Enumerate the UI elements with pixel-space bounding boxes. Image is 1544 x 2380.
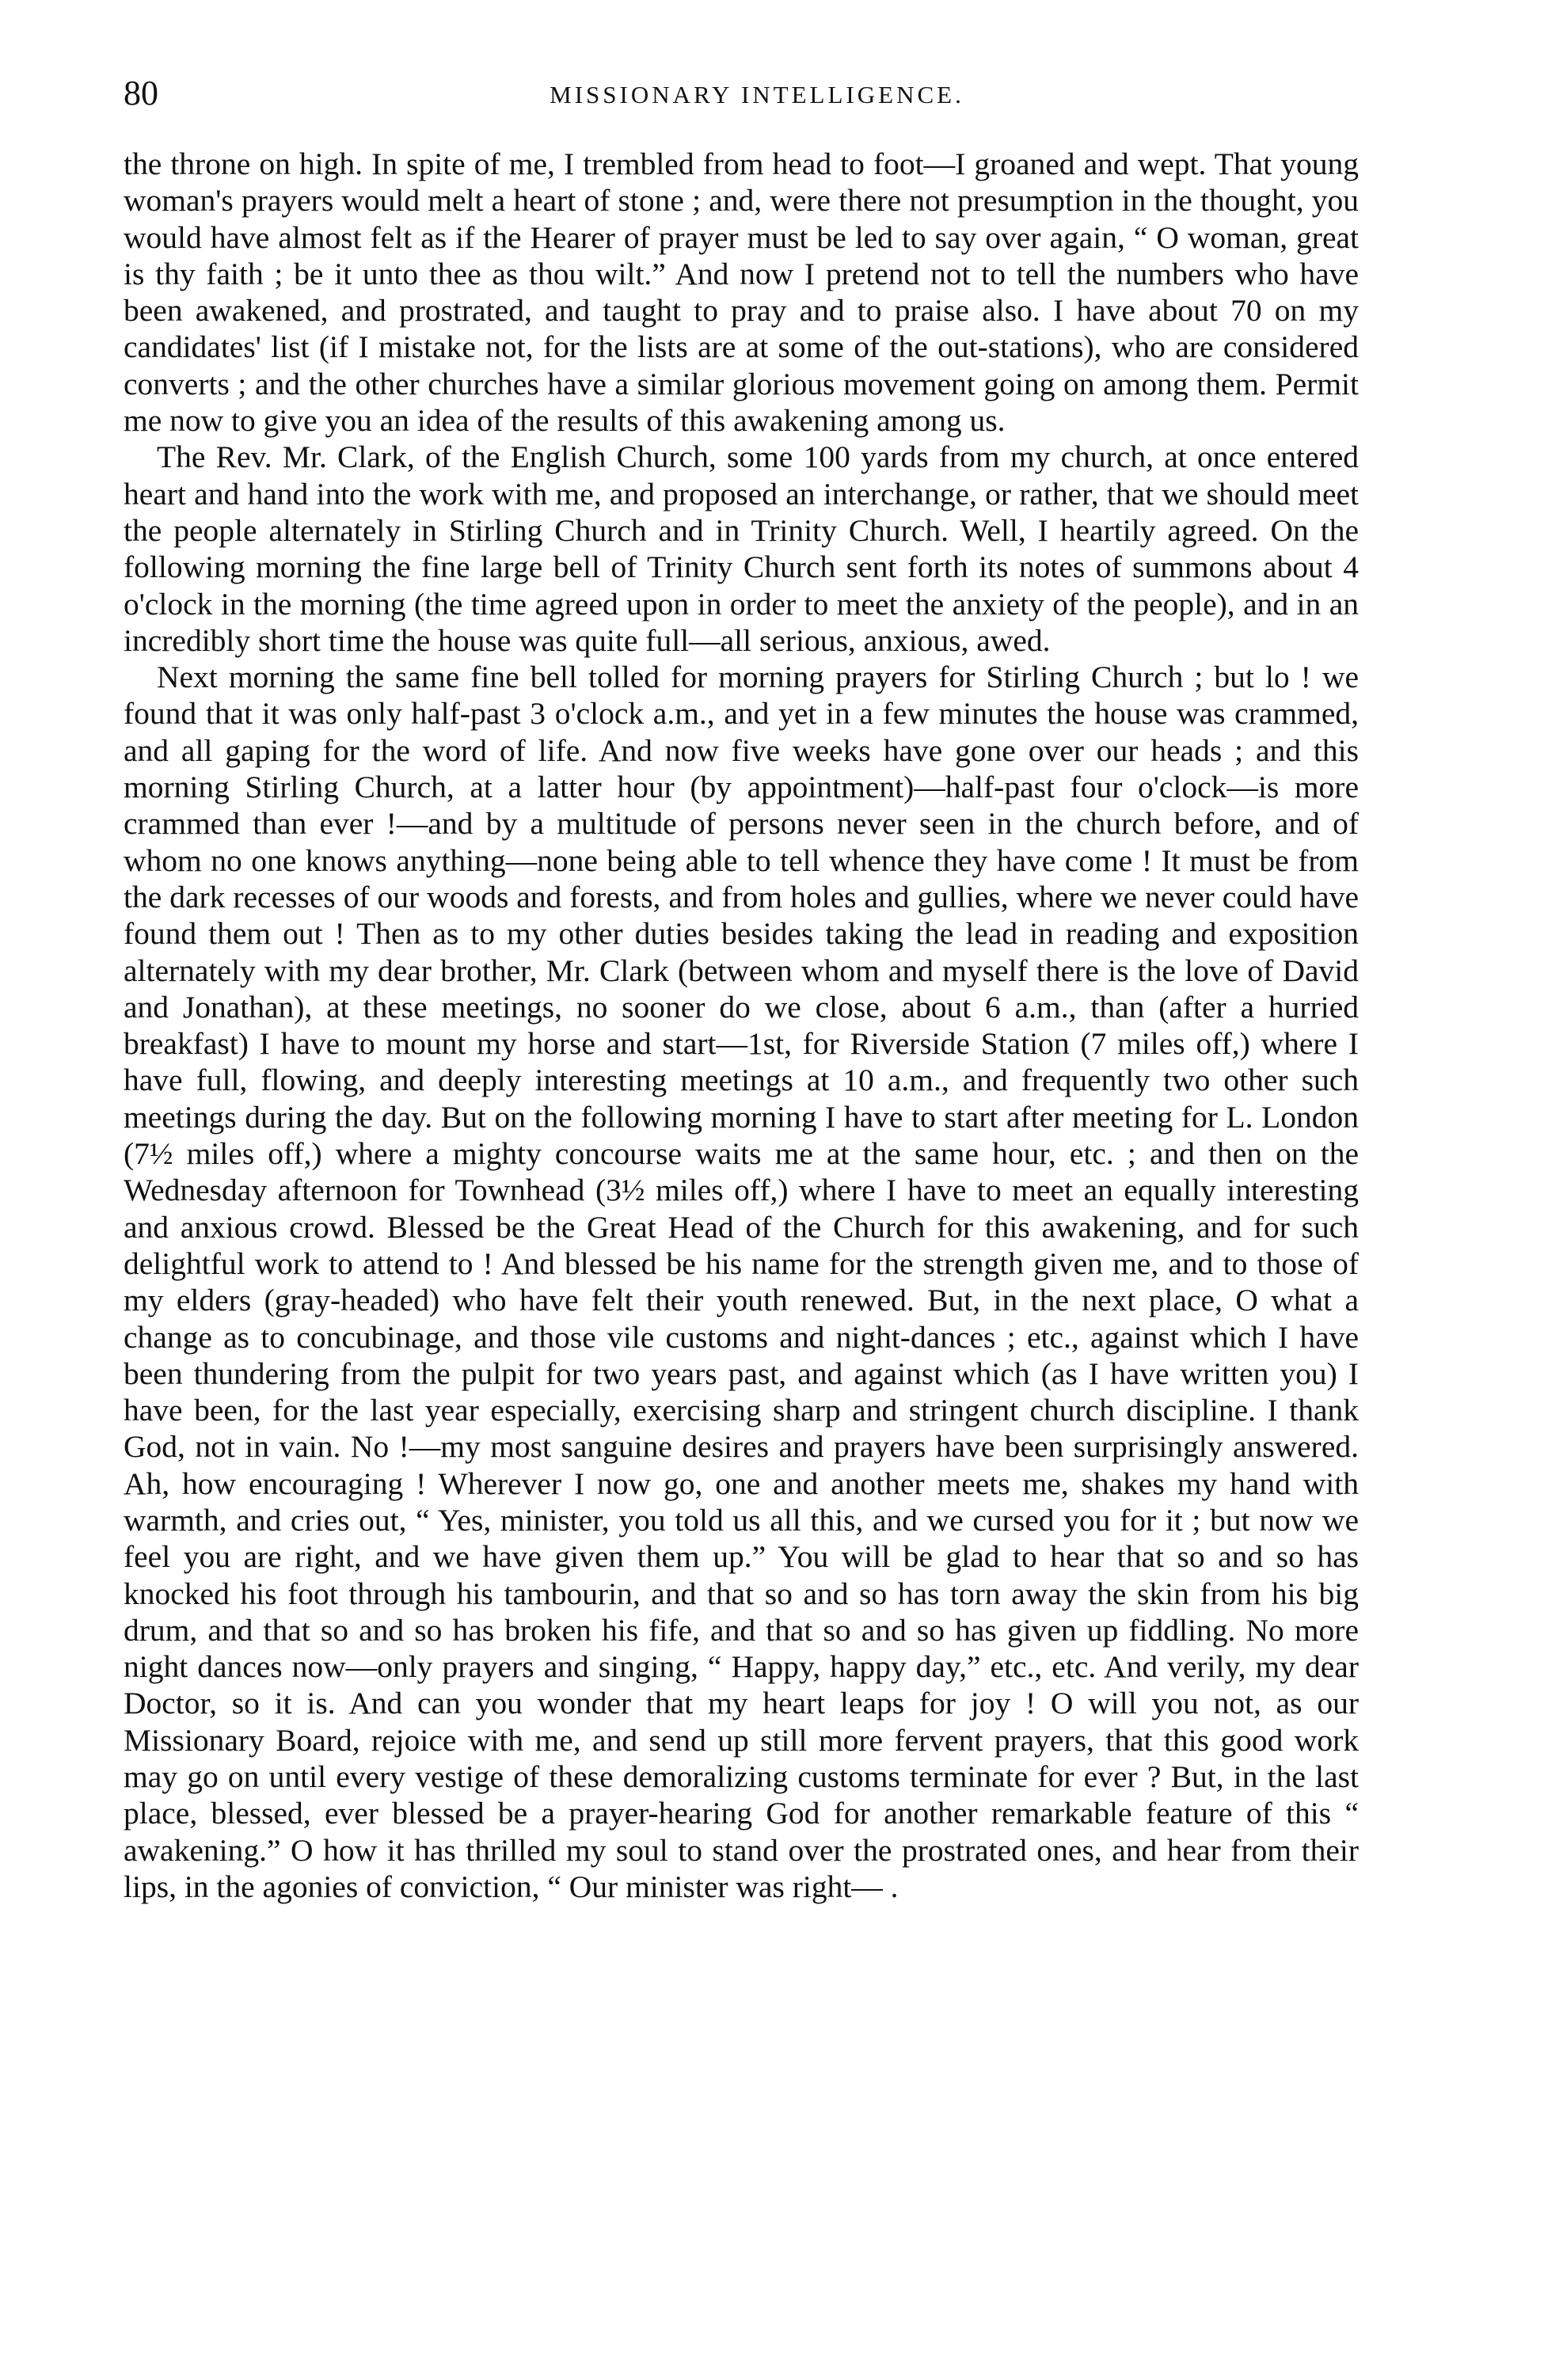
paragraph-continued: the throne on high. In spite of me, I trembled from head to foot—I groaned and wept. That young woman's prayers would melt a heart of stone ; and, were there not presumption in the thought, you would have almost felt as if the Hearer of prayer must be led to say over again, “ O woman, great is thy faith ; be it unto thee as thou wilt.” And now I pretend not to tell the numbers who have been awakened, and prostrated, and taught to pray and to praise also. I have about 70 on my candidates' list (if I mistake not, for the lists are at some of the out-stations), who are considered converts ; and the other churches have a similar glorious movement going on among them. Permit me now to give you an idea of the results of this awakening among us. <box>124 146 1359 439</box>
paragraph-next-morning: Next morning the same fine bell tolled for morning prayers for Stirling Church ; but lo ! we found that it was only half-past 3 o'clock a.m., and yet in a few minutes the house was crammed, and all gaping for the word of life. And now five weeks have gone over our heads ; and this morning Stirling Church, at a latter hour (by appointment)—half-past four o'clock—is more crammed than ever !—and by a multitude of persons never seen in the church before, and of whom no one knows anything—none being able to tell whence they have come ! It must be from the dark recesses of our woods and forests, and from holes and gullies, where we never could have found them out ! Then as to my other duties besides taking the lead in reading and exposition alternately with my dear brother, Mr. Clark (between whom and myself there is the love of David and Jonathan), at these meetings, no sooner do we close, about 6 a.m., than (after a hurried breakfast) I have to mount my horse and start—1st, for Riverside Station (7 miles off,) where I have full, flowing, and deeply interesting meetings at 10 a.m., and frequently two other such meetings during the day. But on the following morning I have to start after meeting for L. London (7½ miles off,) where a mighty concourse waits me at the same hour, etc. ; and then on the Wednesday afternoon for Townhead (3½ miles off,) where I have to meet an equally interesting and anxious crowd. Blessed be the Great Head of the Church for this awakening, and for such delightful work to attend to ! And blessed be his name for the strength given me, and to those of my elders (gray-headed) who have felt their youth renewed. But, in the next place, O what a change as to concubinage, and those vile customs and night-dances ; etc., against which I have been thundering from the pulpit for two years past, and against which (as I have written you) I have been, for the last year especially, exercising sharp and stringent church discipline. I thank God, not in vain. No !—my most sanguine desires and prayers have been surprisingly answered. Ah, how encouraging ! Wherever I now go, one and another meets me, shakes my hand with warmth, and cries out, “ Yes, minister, you told us all this, and we cursed you for it ; but now we feel you are right, and we have given them up.” You will be glad to hear that so and so has knocked his foot through his tambourin, and that so and so has torn away the skin from his big drum, and that so and so has broken his fife, and that so and so has given up fiddling. No more night dances now—only prayers and singing, “ Happy, happy day,” etc., etc. And verily, my dear Doctor, so it is. And can you wonder that my heart leaps for joy ! O will you not, as our Missionary Board, rejoice with me, and send up still more fervent prayers, that this good work may go on until every vestige of these demoralizing customs terminate for ever ? But, in the last place, blessed, ever blessed be a prayer-hearing God for another remarkable feature of this “ awakening.” O how it has thrilled my soul to stand over the prostrated ones, and hear from their lips, in the agonies of conviction, “ Our minister was right— . <box>124 660 1359 1904</box>
body-text <box>124 146 1359 1905</box>
running-head <box>124 70 1359 125</box>
running-title: MISSIONARY INTELLIGENCE. <box>550 81 964 108</box>
page-number: 80 <box>124 74 158 112</box>
page <box>124 70 1359 1905</box>
paragraph-rev-clark: The Rev. Mr. Clark, of the English Church, some 100 yards from my church, at once entered heart and hand into the work with me, and proposed an interchange, or rather, that we should meet the people alternately in Stirling Church and in Trinity Church. Well, I heartily agreed. On the following morning the fine large bell of Trinity Church sent forth its notes of summons about 4 o'clock in the morning (the time agreed upon in order to meet the anxiety of the people), and in an incredibly short time the house was quite full—all serious, anxious, awed. <box>124 439 1359 658</box>
